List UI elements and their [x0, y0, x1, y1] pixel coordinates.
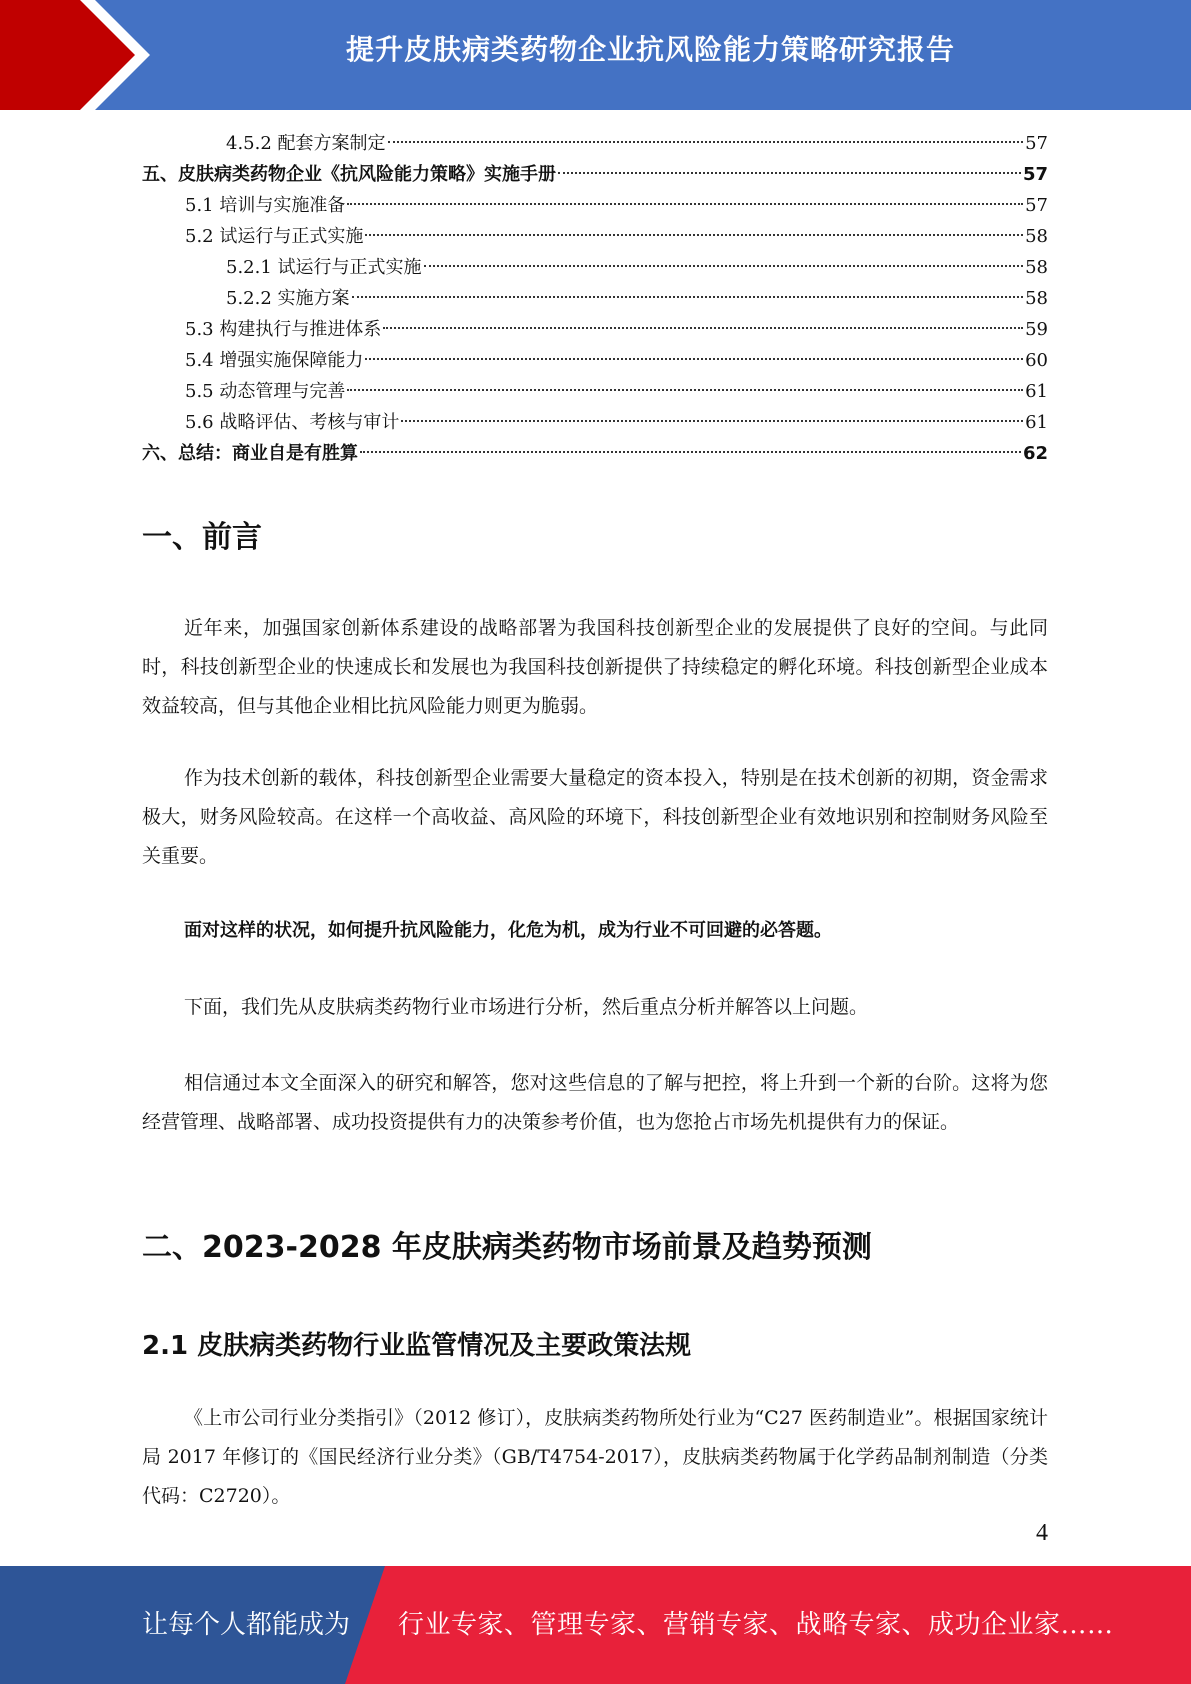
toc-entry[interactable] [142, 438, 1048, 469]
paragraph: 《上市公司行业分类指引》（2012 修订），皮肤病类药物所处行业为“C27 医药制造业”。根据国家统计局 2017 年修订的《国民经济行业分类》（GB/T4754-2017），皮肤病类药物属于化学药品制剂制造（分类代码：C2720）。 [142, 1407, 1048, 1507]
toc-leader-dots [365, 358, 1023, 360]
toc-entry-label: 5.2.1 试运行与正式实施 [226, 257, 422, 278]
toc-entry-page: 61 [1025, 412, 1048, 433]
toc-entry-page: 60 [1025, 350, 1048, 371]
toc-entry[interactable] [142, 345, 1048, 376]
toc-leader-dots [401, 420, 1023, 422]
toc-entry-page: 57 [1022, 164, 1048, 185]
toc-leader-dots [558, 172, 1021, 174]
toc-entry[interactable] [142, 252, 1048, 283]
subsection-heading-regulation: 2.1 皮肤病类药物行业监管情况及主要政策法规 [142, 1331, 692, 1361]
paragraph-emphasis: 面对这样的状况，如何提升抗风险能力，化危为机，成为行业不可回避的必答题。 [184, 920, 832, 941]
toc-entry-label: 4.5.2 配套方案制定 [226, 133, 386, 154]
toc-entry-page: 58 [1025, 226, 1048, 247]
toc-entry-label: 六、总结：商业自是有胜算 [142, 443, 358, 464]
toc-entry[interactable] [142, 283, 1048, 314]
toc-entry[interactable] [142, 407, 1048, 438]
footer-slogan-right: 行业专家、管理专家、营销专家、战略专家、成功企业家…… [398, 1610, 1114, 1640]
toc-leader-dots [424, 265, 1024, 267]
paragraph: 下面，我们先从皮肤病类药物行业市场进行分析，然后重点分析并解答以上问题。 [184, 996, 869, 1018]
toc-entry-label: 五、皮肤病类药物企业《抗风险能力策略》实施手册 [142, 164, 556, 185]
toc-entry[interactable] [142, 221, 1048, 252]
toc-leader-dots [347, 389, 1023, 391]
table-of-contents [142, 128, 1048, 469]
toc-leader-dots [388, 141, 1024, 143]
section-heading-preface: 一、前言 [142, 520, 262, 555]
paragraph: 作为技术创新的载体，科技创新型企业需要大量稳定的资本投入，特别是在技术创新的初期，资金需求极大，财务风险较高。在这样一个高收益、高风险的环境下，科技创新型企业有效地识别和控制财务风险至关重要。 [142, 767, 1048, 867]
page-header [0, 0, 1191, 110]
toc-entry-page: 57 [1025, 195, 1048, 216]
toc-entry-page: 62 [1022, 443, 1048, 464]
toc-entry-page: 59 [1025, 319, 1048, 340]
toc-entry-page: 61 [1025, 381, 1048, 402]
toc-entry-label: 5.1 培训与实施准备 [185, 195, 346, 216]
paragraph: 近年来，加强国家创新体系建设的战略部署为我国科技创新型企业的发展提供了良好的空间。与此同时，科技创新型企业的快速成长和发展也为我国科技创新提供了持续稳定的孵化环境。科技创新型企业成本效益较高，但与其他企业相比抗风险能力则更为脆弱。 [142, 617, 1048, 717]
paragraph: 相信通过本文全面深入的研究和解答，您对这些信息的了解与把控，将上升到一个新的台阶。这将为您经营管理、战略部署、成功投资提供有力的决策参考价值，也为您抢占市场先机提供有力的保证。 [142, 1072, 1048, 1133]
section-heading-market-outlook: 二、2023-2028 年皮肤病类药物市场前景及趋势预测 [142, 1230, 872, 1265]
toc-entry-label: 5.2 试运行与正式实施 [185, 226, 364, 247]
toc-entry-label: 5.2.2 实施方案 [226, 288, 350, 309]
toc-entry-page: 58 [1025, 288, 1048, 309]
toc-entry-label: 5.4 增强实施保障能力 [185, 350, 364, 371]
toc-entry-label: 5.5 动态管理与完善 [185, 381, 346, 402]
toc-entry[interactable] [142, 190, 1048, 221]
toc-entry[interactable] [142, 128, 1048, 159]
toc-leader-dots [383, 327, 1023, 329]
toc-entry[interactable] [142, 376, 1048, 407]
toc-entry-label: 5.3 构建执行与推进体系 [185, 319, 382, 340]
toc-entry-label: 5.6 战略评估、考核与审计 [185, 412, 400, 433]
page-number: 4 [1036, 1520, 1048, 1546]
report-title: 提升皮肤病类药物企业抗风险能力策略研究报告 [345, 33, 955, 66]
toc-entry-page: 58 [1025, 257, 1048, 278]
toc-entry[interactable] [142, 159, 1048, 190]
toc-entry-page: 57 [1025, 133, 1048, 154]
toc-leader-dots [347, 203, 1023, 205]
footer-slogan-left: 让每个人都能成为 [142, 1610, 351, 1640]
toc-leader-dots [365, 234, 1023, 236]
page-footer [0, 1566, 1191, 1684]
toc-leader-dots [352, 296, 1024, 298]
toc-leader-dots [360, 451, 1021, 453]
toc-entry[interactable] [142, 314, 1048, 345]
